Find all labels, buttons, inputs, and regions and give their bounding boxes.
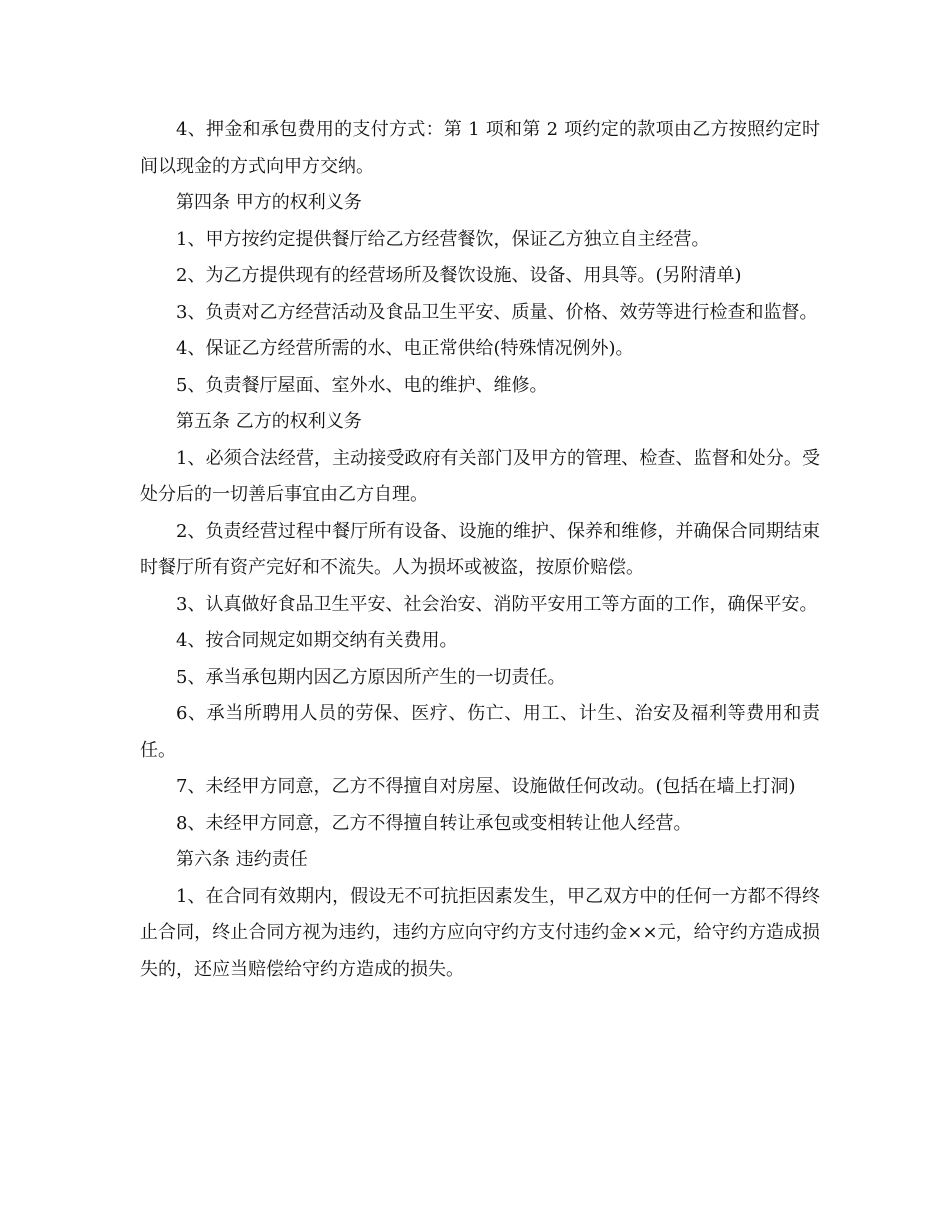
article-5-item-6: 6、承当所聘用人员的劳保、医疗、伤亡、用工、计生、治安及福利等费用和责任。 — [140, 703, 820, 761]
article-5-item-3: 3、认真做好食品卫生平安、社会治安、消防平安用工等方面的工作，确保平安。 — [176, 593, 818, 615]
article-5-item-1: 1、必须合法经营，主动接受政府有关部门及甲方的管理、检查、监督和处分。受处分后的一切善后事宜由乙方自理。 — [140, 447, 820, 505]
article-4-item-4: 4、保证乙方经营所需的水、电正常供给(特殊情况例外)。 — [176, 338, 634, 359]
article-4-heading: 第四条 甲方的权利义务 — [176, 192, 362, 213]
article-5-item-5: 5、承当承包期内因乙方原因所产生的一切责任。 — [176, 666, 566, 688]
document-page — [140, 112, 820, 988]
article-5-item-2: 2、负责经营过程中餐厅所有设备、设施的维护、保养和维修，并确保合同期结束时餐厅所有资产完好和不流失。人为损坏或被盗，按原价赔偿。 — [140, 520, 820, 578]
article-6-heading: 第六条 违约责任 — [176, 849, 308, 870]
article-5-item-7: 7、未经甲方同意，乙方不得擅自对房屋、设施做任何改动。(包括在墙上打洞) — [176, 776, 796, 797]
article-4-item-3: 3、负责对乙方经营活动及食品卫生平安、质量、价格、效劳等进行检查和监督。 — [176, 301, 818, 323]
article-5-heading: 第五条 乙方的权利义务 — [176, 411, 362, 432]
article-4-item-5: 5、负责餐厅屋面、室外水、电的维护、维修。 — [176, 374, 548, 396]
article-4-item-1: 1、甲方按约定提供餐厅给乙方经营餐饮，保证乙方独立自主经营。 — [176, 228, 710, 250]
article-5-item-8: 8、未经甲方同意，乙方不得擅自转让承包或变相转让他人经营。 — [176, 812, 692, 834]
article-5-item-4: 4、按合同规定如期交纳有关费用。 — [176, 630, 458, 651]
clause-4-payment-method: 4、押金和承包费用的支付方式：第 1 项和第 2 项约定的款项由乙方按照约定时间以现金的方式向甲方交纳。 — [140, 119, 820, 177]
article-6-item-1: 1、在合同有效期内，假设无不可抗拒因素发生，甲乙双方中的任何一方都不得终止合同，终止合同方视为违约，违约方应向守约方支付违约金××元，给守约方造成损失的，还应当赔偿给守约方造成的损失。 — [140, 885, 820, 980]
article-4-item-2: 2、为乙方提供现有的经营场所及餐饮设施、设备、用具等。(另附清单) — [176, 265, 742, 286]
